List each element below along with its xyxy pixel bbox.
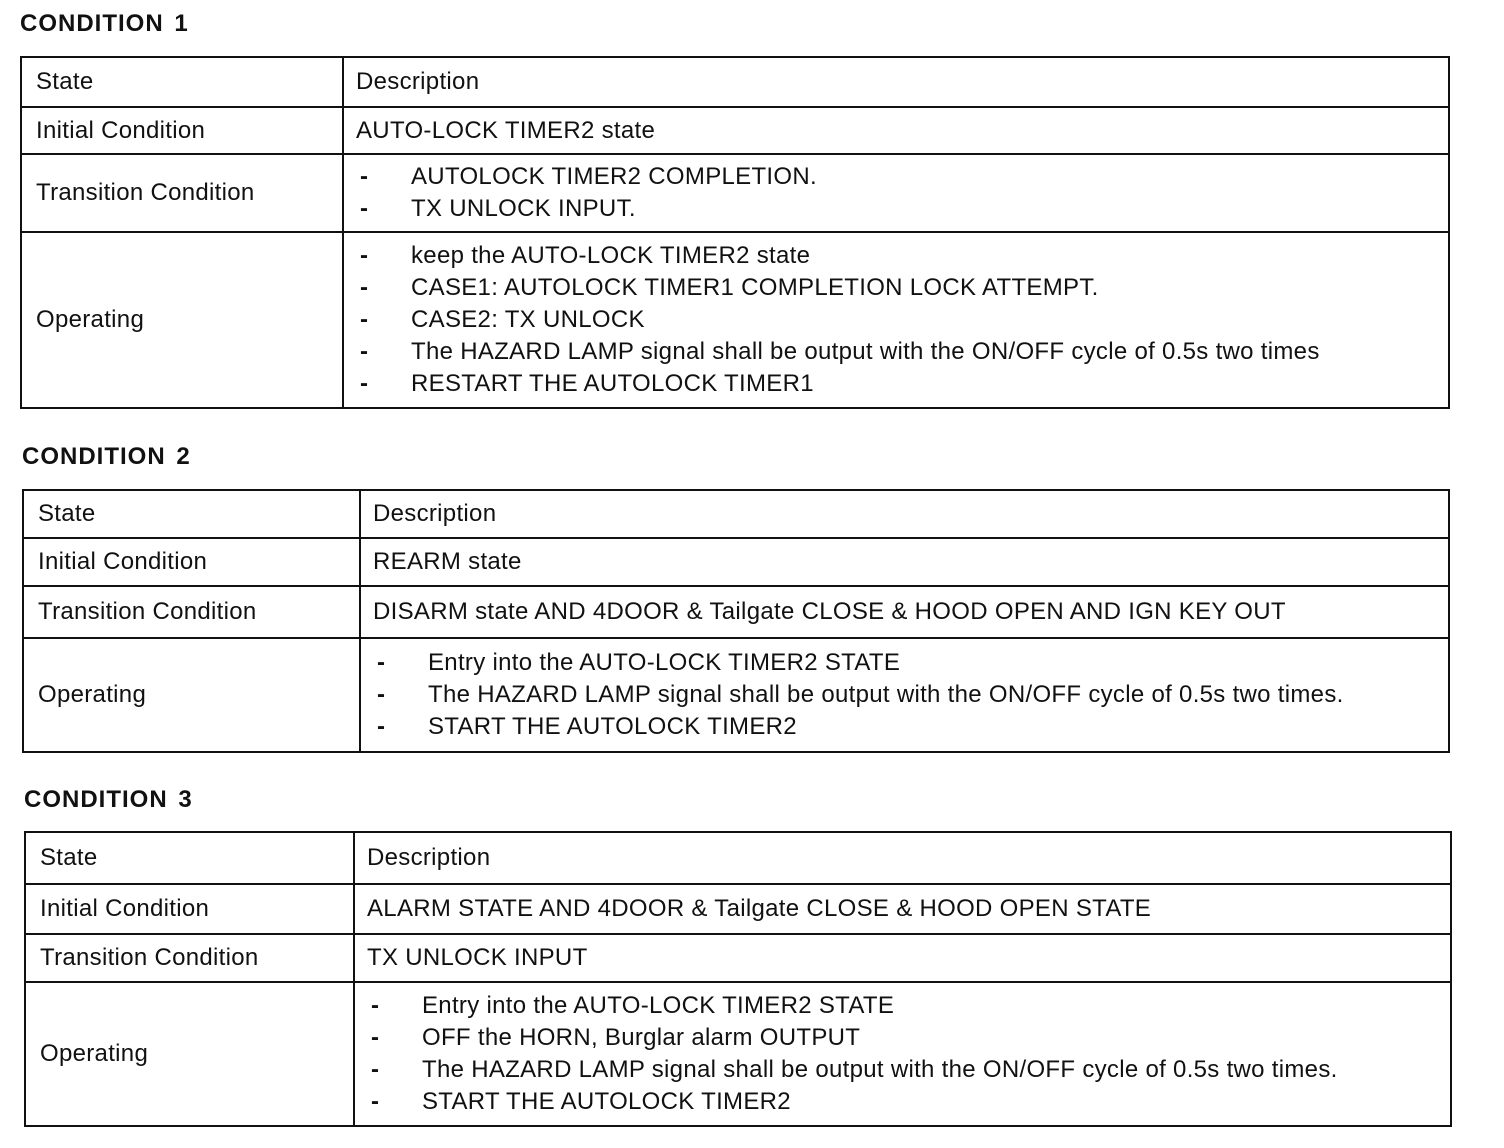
operating-value: [354, 982, 1451, 1126]
list-item: - AUTOLOCK TIMER2 COMPLETION.: [356, 161, 1448, 193]
operating-label: Operating: [23, 638, 360, 752]
list-item: - The HAZARD LAMP signal shall be output with the ON/OFF cycle of 0.5s two times.: [373, 679, 1448, 711]
transition-condition-label: Transition Condition: [21, 154, 343, 232]
list-item: - The HAZARD LAMP signal shall be output with the ON/OFF cycle of 0.5s two times: [356, 336, 1448, 368]
list-item: - CASE2: TX UNLOCK: [356, 304, 1448, 336]
transition-condition-value: [343, 154, 1449, 232]
table-row: [21, 107, 1449, 154]
table-row: [23, 638, 1449, 752]
list-item: - The HAZARD LAMP signal shall be output with the ON/OFF cycle of 0.5s two times.: [367, 1054, 1450, 1086]
state-header: State: [25, 832, 354, 884]
list-item: - keep the AUTO-LOCK TIMER2 state: [356, 240, 1448, 272]
operating-value: [343, 232, 1449, 408]
description-header: Description: [343, 57, 1449, 107]
condition-3-table: [24, 831, 1452, 1127]
condition-3-title: CONDITION 3: [24, 786, 193, 813]
condition-2-table: [22, 489, 1450, 753]
table-row: [25, 832, 1451, 884]
table-row: [25, 934, 1451, 982]
list-item: - RESTART THE AUTOLOCK TIMER1: [356, 368, 1448, 400]
table-row: [21, 57, 1449, 107]
initial-condition-label: Initial Condition: [23, 538, 360, 586]
initial-condition-label: Initial Condition: [21, 107, 343, 154]
list-item: - TX UNLOCK INPUT.: [356, 193, 1448, 225]
initial-condition-value: AUTO-LOCK TIMER2 state: [343, 107, 1449, 154]
condition-2-title: CONDITION 2: [22, 443, 191, 470]
description-header: Description: [360, 490, 1449, 538]
description-header: Description: [354, 832, 1451, 884]
list-item: - Entry into the AUTO-LOCK TIMER2 STATE: [367, 990, 1450, 1022]
table-row: [21, 154, 1449, 232]
initial-condition-value: REARM state: [360, 538, 1449, 586]
operating-value: [360, 638, 1449, 752]
table-row: [23, 538, 1449, 586]
state-header: State: [21, 57, 343, 107]
operating-label: Operating: [21, 232, 343, 408]
table-row: [21, 232, 1449, 408]
initial-condition-value: ALARM STATE AND 4DOOR & Tailgate CLOSE & HOOD OPEN STATE: [354, 884, 1451, 934]
transition-condition-value: DISARM state AND 4DOOR & Tailgate CLOSE & HOOD OPEN AND IGN KEY OUT: [360, 586, 1449, 638]
list-item: - Entry into the AUTO-LOCK TIMER2 STATE: [373, 647, 1448, 679]
table-row: [25, 884, 1451, 934]
transition-condition-label: Transition Condition: [23, 586, 360, 638]
transition-condition-label: Transition Condition: [25, 934, 354, 982]
table-row: [25, 982, 1451, 1126]
table-row: [23, 586, 1449, 638]
list-item: - OFF the HORN, Burglar alarm OUTPUT: [367, 1022, 1450, 1054]
condition-1-table: [20, 56, 1450, 409]
table-row: [23, 490, 1449, 538]
list-item: - START THE AUTOLOCK TIMER2: [367, 1086, 1450, 1118]
transition-condition-value: TX UNLOCK INPUT: [354, 934, 1451, 982]
state-header: State: [23, 490, 360, 538]
list-item: - START THE AUTOLOCK TIMER2: [373, 711, 1448, 743]
initial-condition-label: Initial Condition: [25, 884, 354, 934]
condition-1-title: CONDITION 1: [20, 10, 189, 37]
operating-label: Operating: [25, 982, 354, 1126]
list-item: - CASE1: AUTOLOCK TIMER1 COMPLETION LOCK ATTEMPT.: [356, 272, 1448, 304]
